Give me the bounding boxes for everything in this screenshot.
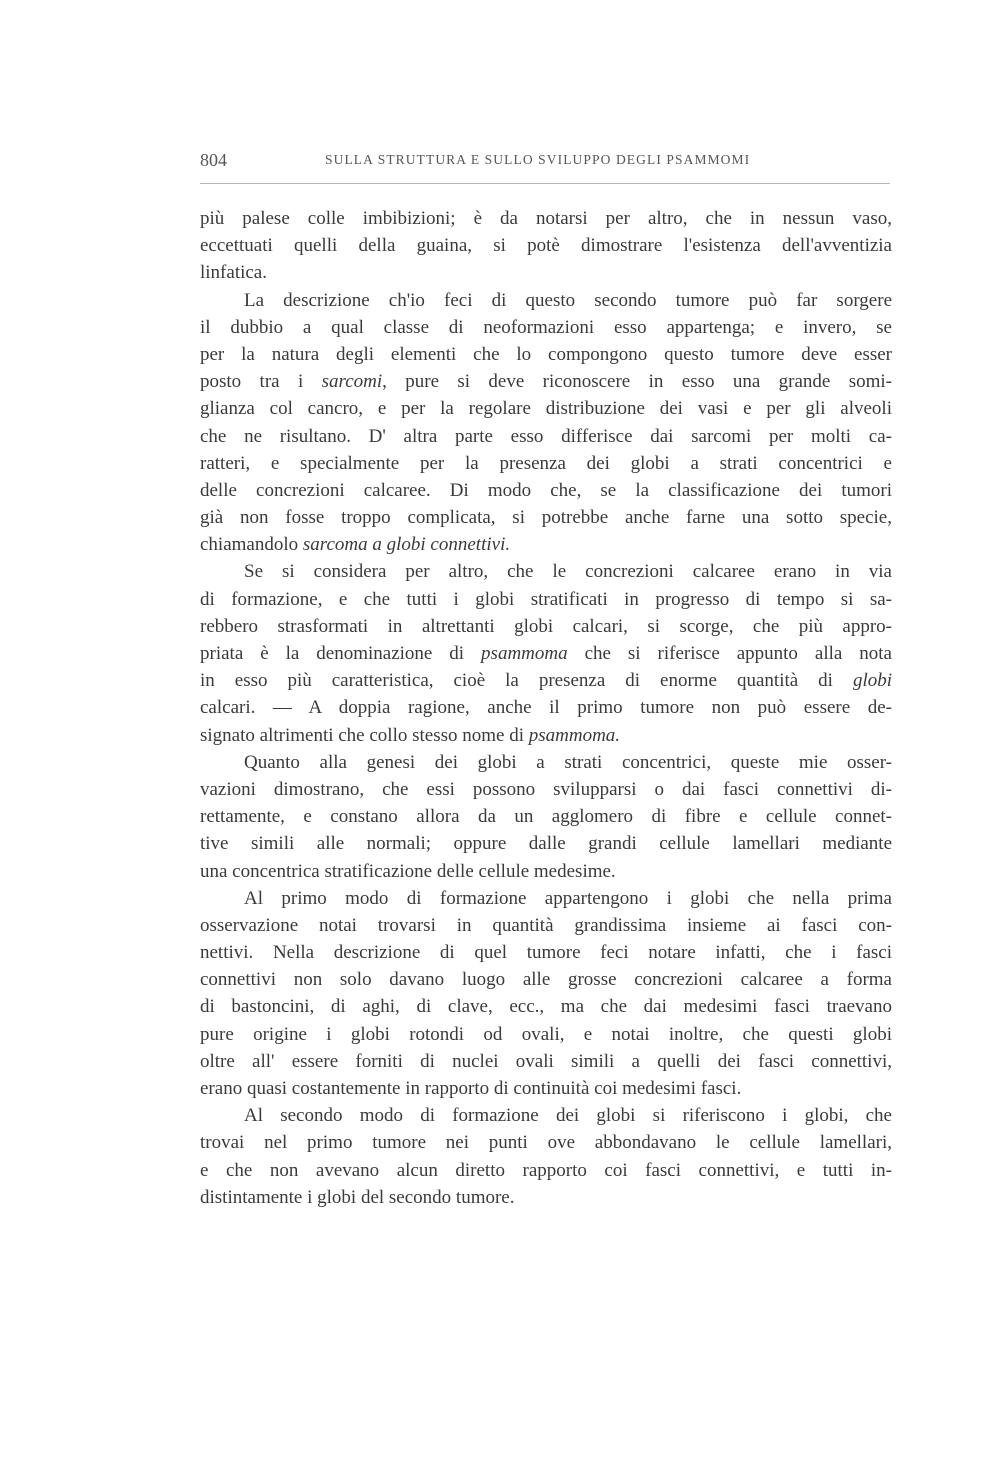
text-run: e che non avevano alcun diretto rapporto coi fasci connettivi, e tutti in- [200, 1159, 892, 1181]
text-line [200, 694, 892, 721]
text-run: oltre all' essere forniti di nuclei ovali simili a quelli dei fasci connettivi, [200, 1050, 892, 1072]
text-run: una concentrica stratificazione delle cellule medesime. [200, 860, 616, 882]
text-run: eccettuati quelli della guaina, si potè dimostrare l'esistenza dell'avventizia [200, 235, 892, 257]
text-line [200, 368, 892, 395]
text-run: distintamente i globi del secondo tumore. [200, 1186, 515, 1208]
text-run: delle concrezioni calcaree. Di modo che, se la classificazione dei tumori [200, 479, 892, 501]
text-run: Se si considera per altro, che le concrezioni calcaree erano in via [244, 561, 892, 583]
text-line [200, 1129, 892, 1156]
text-run: connettivi non solo davano luogo alle grosse concrezioni calcaree a forma [200, 969, 892, 991]
body-text [200, 205, 892, 1211]
text-line [200, 314, 892, 341]
text-line [200, 423, 892, 450]
text-line [200, 993, 892, 1020]
text-line [200, 259, 892, 286]
text-line [200, 939, 892, 966]
text-run: La descrizione ch'io feci di questo secondo tumore può far sorgere [244, 289, 892, 311]
text-run: più palese colle imbibizioni; è da notarsi per altro, che in nessun vaso, [200, 208, 892, 229]
text-line [200, 395, 892, 422]
text-run: signato altrimenti che collo stesso nome di [200, 724, 529, 746]
page-header [200, 150, 890, 178]
text-line [200, 749, 892, 776]
text-line [200, 830, 892, 857]
text-line [200, 667, 892, 694]
text-line [200, 1048, 892, 1075]
text-line [200, 504, 892, 531]
text-run: priata è la denominazione di [200, 643, 482, 664]
text-line [200, 885, 892, 912]
page-number: 804 [200, 150, 227, 170]
text-run: tive simili alle normali; oppure dalle grandi cellule lamellari mediante [200, 833, 892, 855]
text-run: trovai nel primo tumore nei punti ove abbondavano le cellule lamellari, [200, 1132, 892, 1154]
text-line [200, 287, 892, 314]
text-line [200, 640, 892, 667]
text-line [200, 803, 892, 830]
text-run: vazioni dimostrano, che essi possono svilupparsi o dai fasci connettivi di- [200, 778, 892, 800]
text-line [200, 477, 892, 504]
text-run: chiamandolo [200, 534, 303, 556]
text-line [200, 722, 892, 749]
text-run: rettamente, e constano allora da un agglomero di fibre e cellule connet- [200, 806, 892, 828]
header-rule [200, 183, 890, 184]
italic-term: sarcomi [321, 371, 383, 393]
text-line [200, 966, 892, 993]
text-line [200, 1021, 892, 1048]
text-line [200, 912, 892, 939]
text-run: posto tra i [200, 371, 322, 393]
text-line [200, 205, 892, 232]
text-line [200, 1184, 892, 1211]
text-run: Al secondo modo di formazione dei globi si riferiscono i globi, che [244, 1105, 892, 1127]
text-run: osservazione notai trovarsi in quantità grandissima insieme ai fasci con- [200, 914, 892, 936]
text-run: Al primo modo di formazione appartengono i globi che nella prima [244, 887, 892, 909]
text-run: pure origine i globi rotondi od ovali, e notai inoltre, che questi globi [200, 1023, 892, 1045]
text-line [200, 586, 892, 613]
text-run: ratteri, e specialmente per la presenza dei globi a strati concentrici e [200, 452, 892, 474]
text-line [200, 858, 892, 885]
italic-term: sarcoma a globi connettivi. [302, 534, 511, 556]
text-run: nettivi. Nella descrizione di quel tumore feci notare infatti, che i fasci [200, 942, 892, 964]
text-run: già non fosse troppo complicata, si potrebbe anche farne una sotto specie, [200, 507, 892, 529]
italic-term: globi [852, 670, 892, 692]
text-run: che ne risultano. D' altra parte esso differisce dai sarcomi per molti ca- [200, 425, 892, 447]
text-run: , pure si deve riconoscere in esso una grande somi- [382, 371, 892, 393]
text-run: glianza col cancro, e per la regolare distribuzione dei vasi e per gli alveoli [200, 398, 892, 420]
text-run: per la natura degli elementi che lo compongono questo tumore deve esser [200, 343, 892, 365]
text-line [200, 1157, 892, 1184]
text-line [200, 531, 892, 558]
text-line [200, 613, 892, 640]
text-run: Quanto alla genesi dei globi a strati concentrici, queste mie osser- [244, 751, 892, 773]
text-line [200, 341, 892, 368]
text-run: in esso più caratteristica, cioè la presenza di enorme quantità di [200, 670, 853, 692]
text-line [200, 558, 892, 585]
running-title: SULLA STRUTTURA E SULLO SVILUPPO DEGLI PSAMMOMI [325, 152, 751, 167]
text-run: che si riferisce appunto alla nota [567, 643, 892, 664]
text-run: linfatica. [200, 262, 267, 284]
text-line [200, 1102, 892, 1129]
text-line [200, 1075, 892, 1102]
text-run: erano quasi costantemente in rapporto di continuità coi medesimi fasci. [200, 1078, 742, 1099]
text-line [200, 776, 892, 803]
text-run: rebbero strasformati in altrettanti globi calcari, si scorge, che più appro- [200, 615, 892, 637]
italic-term: psammoma. [528, 724, 621, 746]
text-line [200, 232, 892, 259]
text-run: il dubbio a qual classe di neoformazioni esso appartenga; e invero, se [200, 316, 892, 338]
text-run: di bastoncini, di aghi, di clave, ecc., ma che dai medesimi fasci traevano [200, 996, 892, 1018]
text-run: calcari. — A doppia ragione, anche il primo tumore non può essere de- [200, 697, 892, 719]
text-run: di formazione, e che tutti i globi stratificati in progresso di tempo si sa- [200, 588, 892, 610]
italic-term: psammoma [481, 643, 568, 664]
text-line [200, 450, 892, 477]
